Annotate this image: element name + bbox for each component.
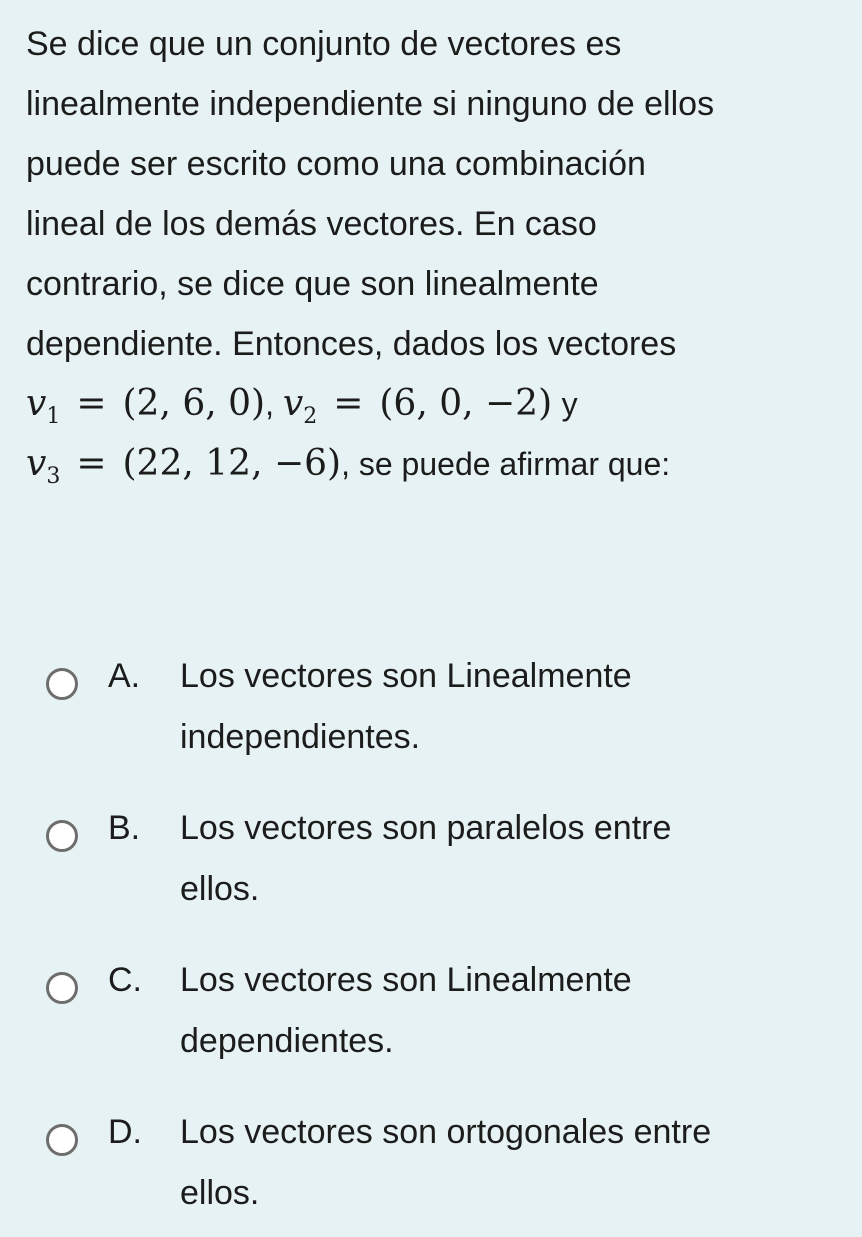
question-line: puede ser escrito como una combinación — [26, 145, 646, 183]
question-line: dependiente. Entonces, dados los vectores — [26, 325, 677, 363]
vectors-line — [26, 434, 852, 494]
option-text: independientes. — [180, 718, 421, 756]
question-text — [26, 14, 852, 494]
question-tail: , se puede afirmar que: — [341, 446, 671, 482]
radio-button-c[interactable] — [46, 972, 78, 1004]
vector-v2: $v_2 = (6$, 0, −2) — [282, 383, 553, 429]
option-letter: C. — [108, 961, 142, 999]
radio-button-b[interactable] — [46, 820, 78, 852]
question-line: Se dice que un conjunto de vectores es — [26, 25, 622, 63]
radio-button-a[interactable] — [46, 668, 78, 700]
option-letter: D. — [108, 1113, 142, 1151]
question-line: contrario, se dice que son linealmente — [26, 265, 599, 303]
option-letter: A. — [108, 657, 141, 695]
vectors-line: $v_1 = (2$, 6, 0), $v_2 = (6$, 0, −2) y — [26, 383, 578, 429]
option-text: ellos. — [180, 1174, 260, 1212]
option-text: Los vectores son Linealmente — [180, 657, 632, 695]
option-text: Los vectores son Linealmente — [180, 961, 632, 999]
question-line: linealmente independiente si ninguno de ellos — [26, 85, 715, 123]
option-text: Los vectores son paralelos entre — [180, 809, 672, 847]
option-letter: B. — [108, 809, 141, 847]
radio-button-d[interactable] — [46, 1124, 78, 1156]
vector-v3: $v_3 = (22$, 12, −6) — [26, 443, 342, 489]
option-text: dependientes. — [180, 1022, 394, 1060]
option-text: ellos. — [180, 870, 260, 908]
conjunction: y — [561, 386, 578, 422]
question-line: lineal de los demás vectores. En caso — [26, 205, 597, 243]
vector-v1: $v_1 = (2$, 6, 0) — [26, 383, 266, 429]
option-text: Los vectores son ortogonales entre — [180, 1113, 712, 1151]
